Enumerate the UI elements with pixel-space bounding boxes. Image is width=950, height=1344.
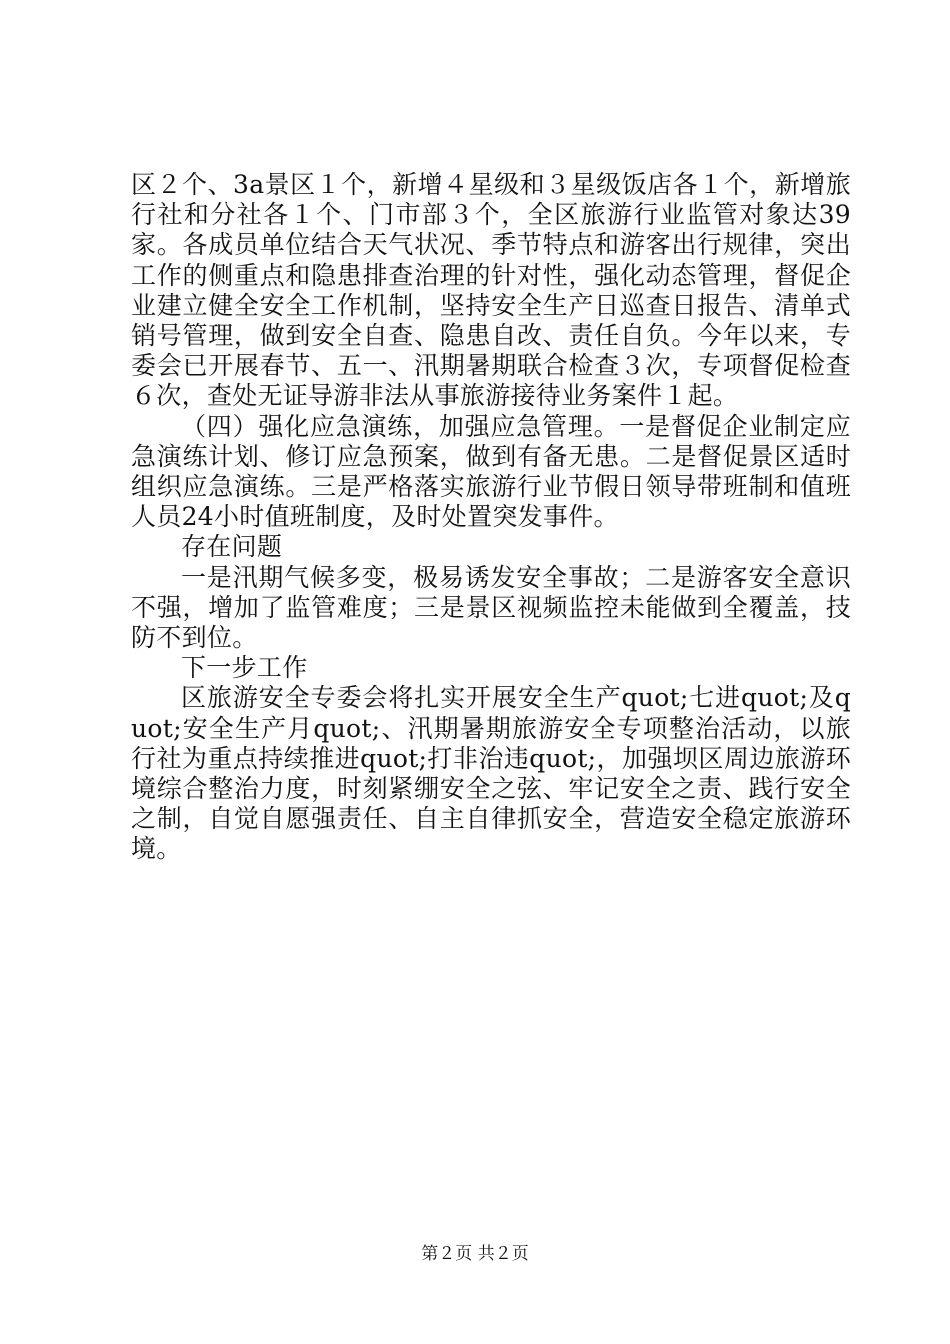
heading-existing-problems: 存在问题 bbox=[181, 532, 283, 562]
document-body bbox=[131, 170, 851, 865]
page-footer: 第２页 共２页 bbox=[421, 1244, 529, 1264]
paragraph-next-steps: 区旅游安全专委会将扎实开展安全生产quot;七进quot;及quot;安全生产月quot;、汛期暑期旅游安全专项整治活动，以旅行社为重点持续推进quot;打非治违quot;，加强坝区周边旅游环境综合整治力度，时刻紧绷安全之弦、牢记安全之责、践行安全之制，自觉自愿强责任、自主自律抓安全，营造安全稳定旅游环境。 bbox=[131, 683, 851, 864]
paragraph-tourism-supervision: 区２个、3a景区１个，新增４星级和３星级饭店各１个，新增旅行社和分社各１个、门市部３个，全区旅游行业监管对象达39家。各成员单位结合天气状况、季节特点和游客出行规律，突出工作的侧重点和隐患排查治理的针对性，强化动态管理，督促企业建立健全安全工作机制，坚持安全生产日巡查日报告、清单式销号管理，做到安全自查、隐患自改、责任自负。今年以来，专委会已开展春节、五一、汛期暑期联合检查３次，专项督促检查６次，查处无证导游非法从事旅游接待业务案件１起。 bbox=[131, 170, 851, 411]
heading-next-steps: 下一步工作 bbox=[181, 653, 308, 683]
paragraph-emergency-drills: （四）强化应急演练，加强应急管理。一是督促企业制定应急演练计划、修订应急预案，做到有备无患。二是督促景区适时组织应急演练。三是严格落实旅游行业节假日领导带班制和值班人员24小时值班制度，及时处置突发事件。 bbox=[131, 411, 851, 532]
paragraph-problems: 一是汛期气候多变，极易诱发安全事故；二是游客安全意识不强，增加了监管难度；三是景区视频监控未能做到全覆盖，技防不到位。 bbox=[131, 562, 851, 653]
